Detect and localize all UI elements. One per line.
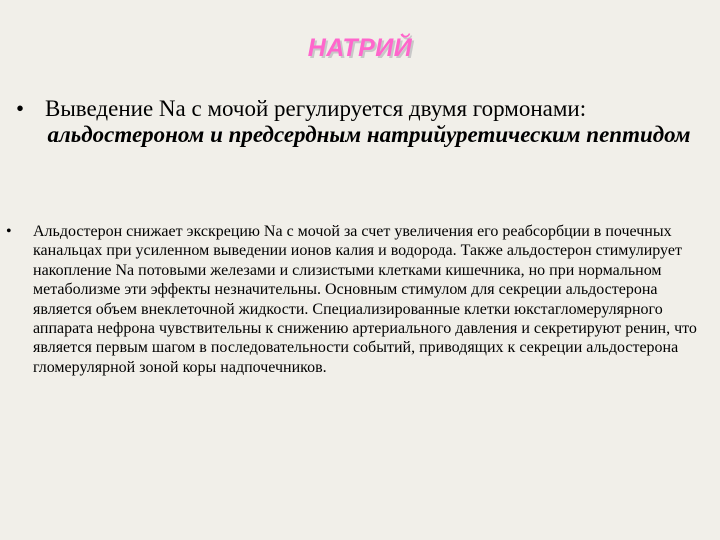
aldosterone-paragraph: Альдостерон снижает экскрецию Na с мочой за счет увеличения его реабсорбции в почечных канальцах при усиленном выведении ионов калия и водорода. Также альдостерон стимулирует накопление Na потовыми железами и слизистыми клетками кишечника, но при нормальном метаболизме эти эффекты незначительны. Основным стимулом для секреции альдостерона является объем внеклеточной жидкости. Специализированные клетки юкстагломерулярного аппарата нефрона чувствительны к снижению артериального давления и секретируют ренин, что является первым шагом в последовательности событий, приводящих к секреции альдостерона гломерулярной зоной коры надпочечников. (33, 223, 697, 376)
hormones-emphasis-text: альдостероном и предсердным натрийуретическим пептидом (47, 122, 691, 147)
bullet-point-hormones (16, 96, 716, 148)
slide-title: НАТРИЙ (307, 34, 413, 62)
bullet-point-aldosterone (6, 222, 714, 377)
bullet-icon: • (16, 96, 25, 121)
hormones-lead-text: Выведение Na с мочой регулируется двумя гормонами: (45, 96, 587, 121)
bullet-icon: • (6, 223, 12, 240)
